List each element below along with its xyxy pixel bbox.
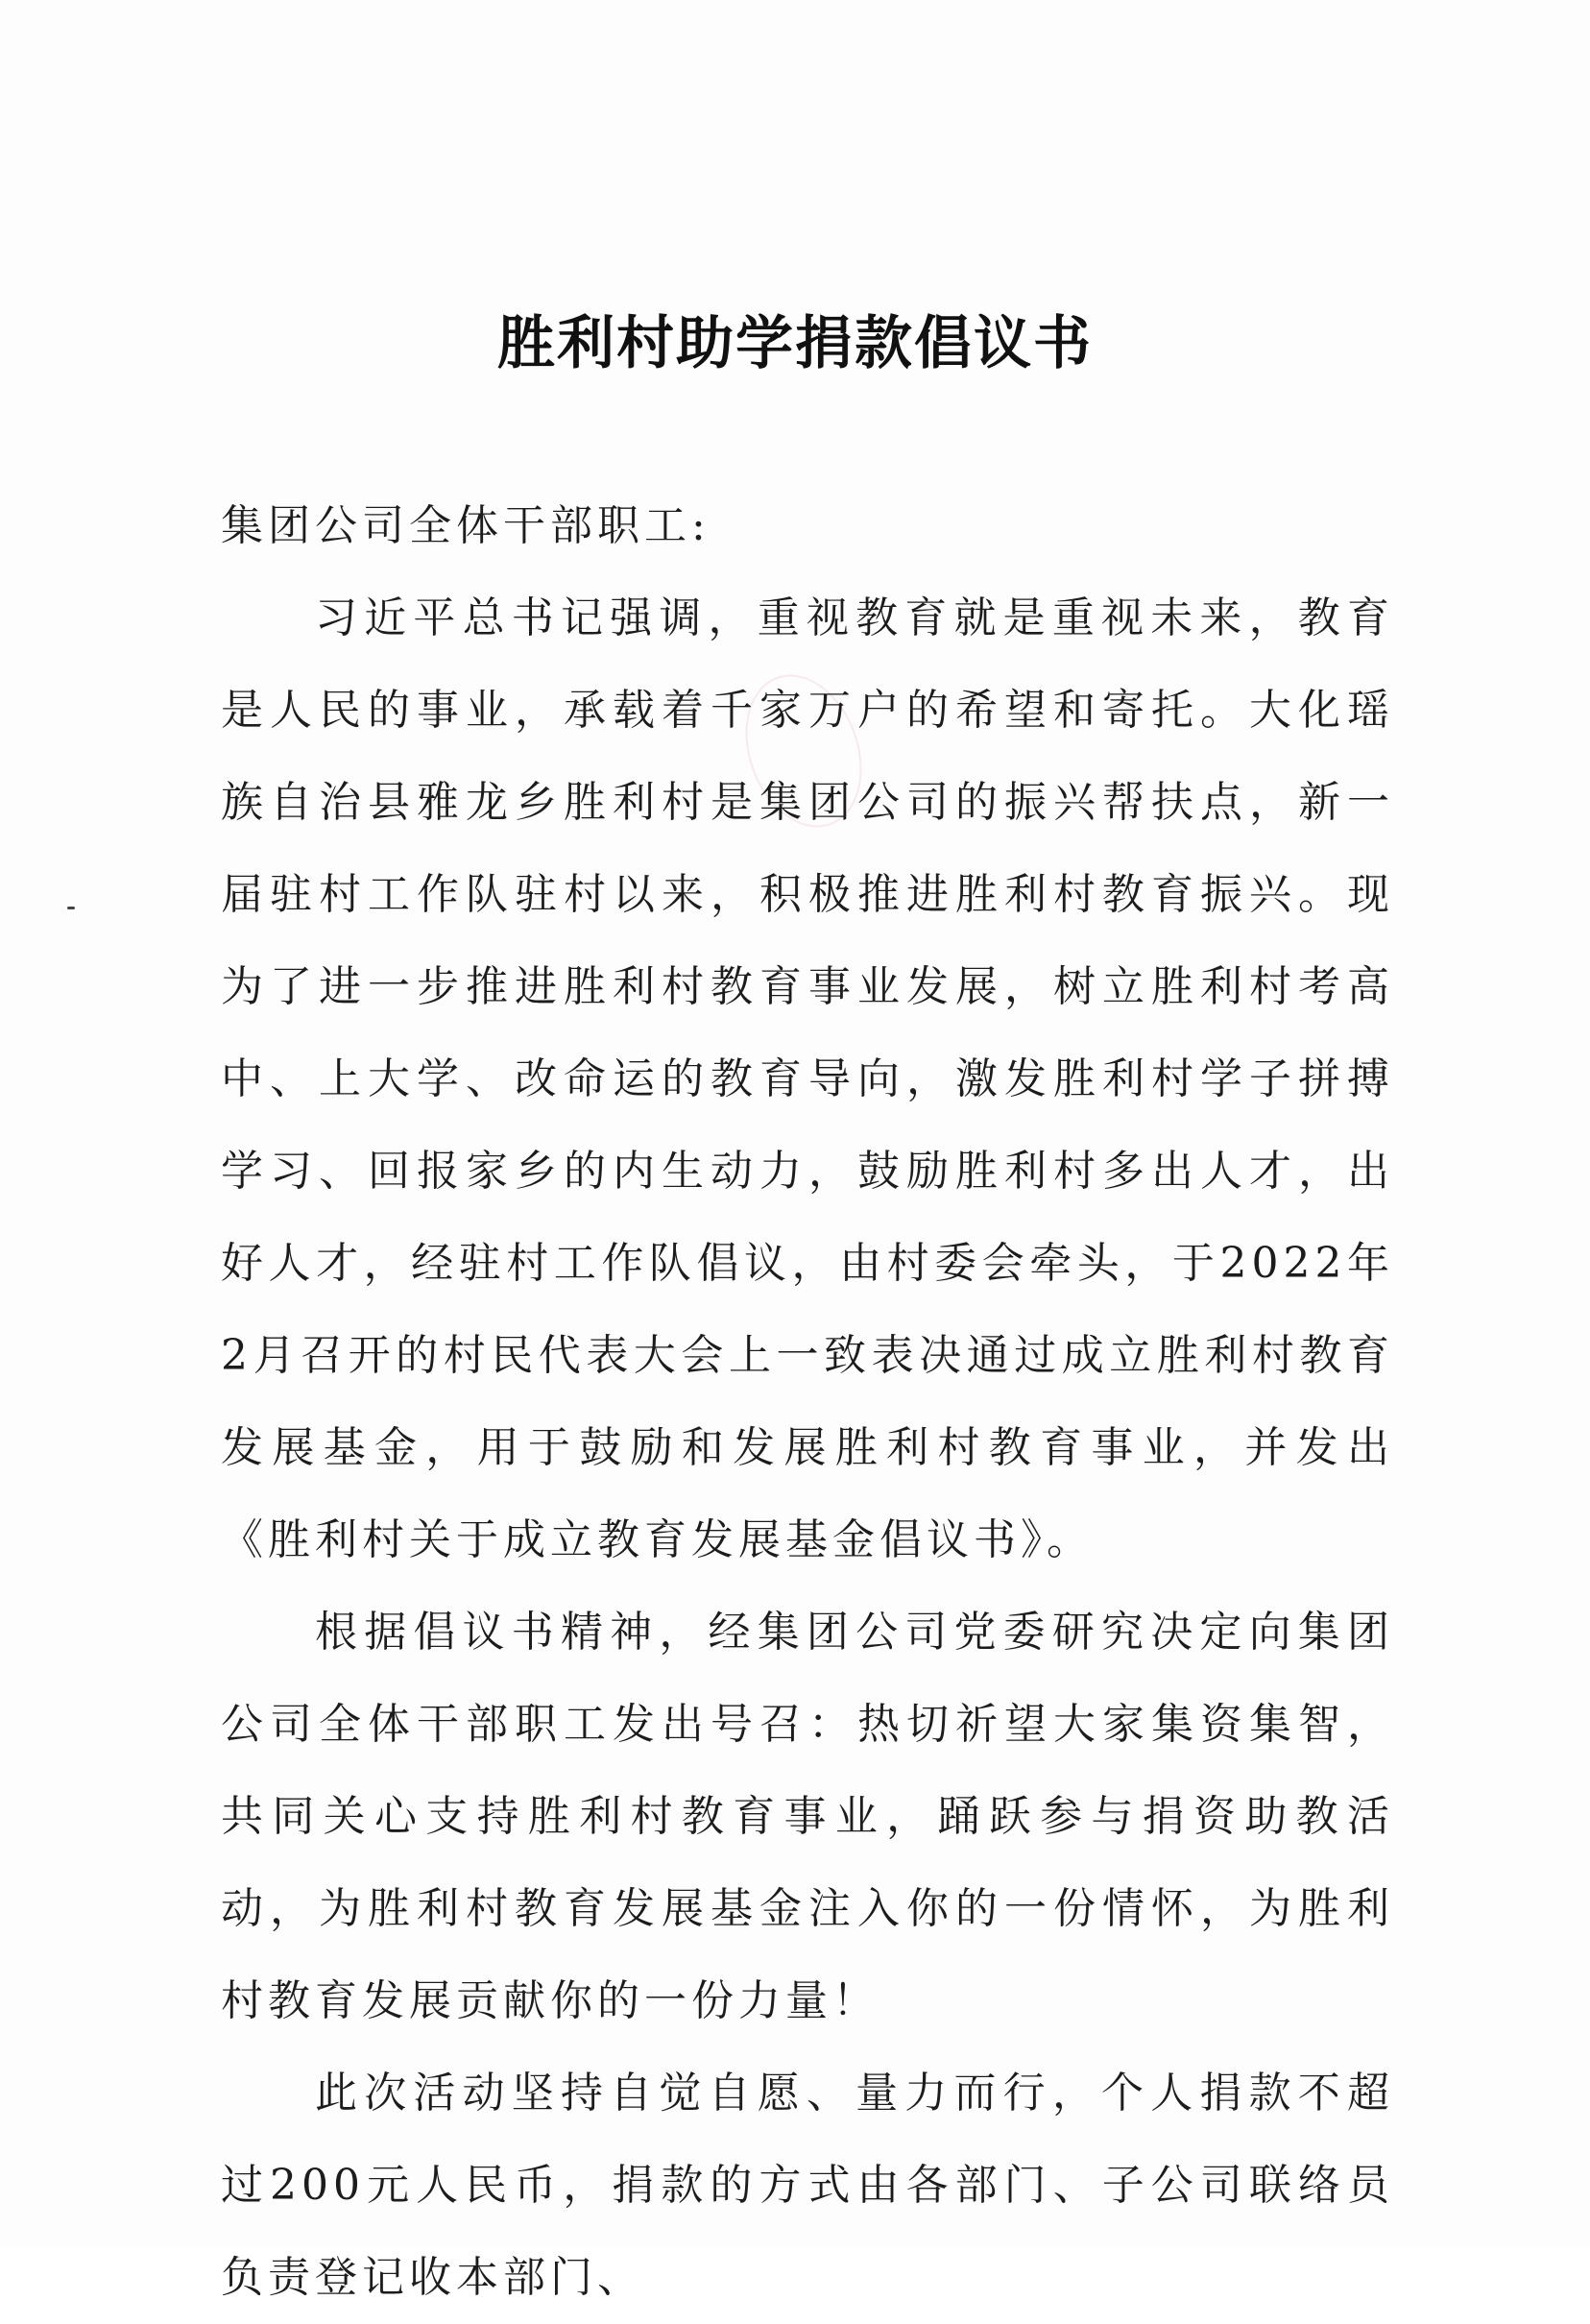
paragraph-2: 根据倡议书精神，经集团公司党委研究决定向集团公司全体干部职工发出号召：热切祈望大家集资集智，共同关心支持胜利村教育事业，踊跃参与捐资助教活动，为胜利村教育发展基金注入你的一份情怀，为胜利村教育发展贡献你的一份力量！ [221, 1608, 1394, 2025]
salutation: 集团公司全体干部职工: [221, 501, 711, 550]
paragraph-1: 习近平总书记强调，重视教育就是重视未来，教育是人民的事业，承载着千家万户的希望和寄托。大化瑶族自治县雅龙乡胜利村是集团公司的振兴帮扶点，新一届驻村工作队驻村以来，积极推进胜利村教育振兴。现为了进一步推进胜利村教育事业发展，树立胜利村考高中、上大学、改命运的教育导向，激发胜利村学子拼搏学习、回报家乡的内生动力，鼓励胜利村多出人才，出好人才，经驻村工作队倡议，由村委会牵头，于2022年2月召开的村民代表大会上一致表决通过成立胜利村教育发展基金，用于鼓励和发展胜利村教育事业，并发出《胜利村关于成立教育发展基金倡议书》。 [221, 593, 1394, 1564]
paragraph-3: 此次活动坚持自觉自愿、量力而行，个人捐款不超过200元人民币，捐款的方式由各部门、子公司联络员负责登记收本部门、 [221, 2069, 1394, 2302]
document-body [221, 480, 1394, 2324]
document-title: 胜利村助学捐款倡议书 [497, 310, 1093, 377]
scan-speck [67, 907, 75, 909]
